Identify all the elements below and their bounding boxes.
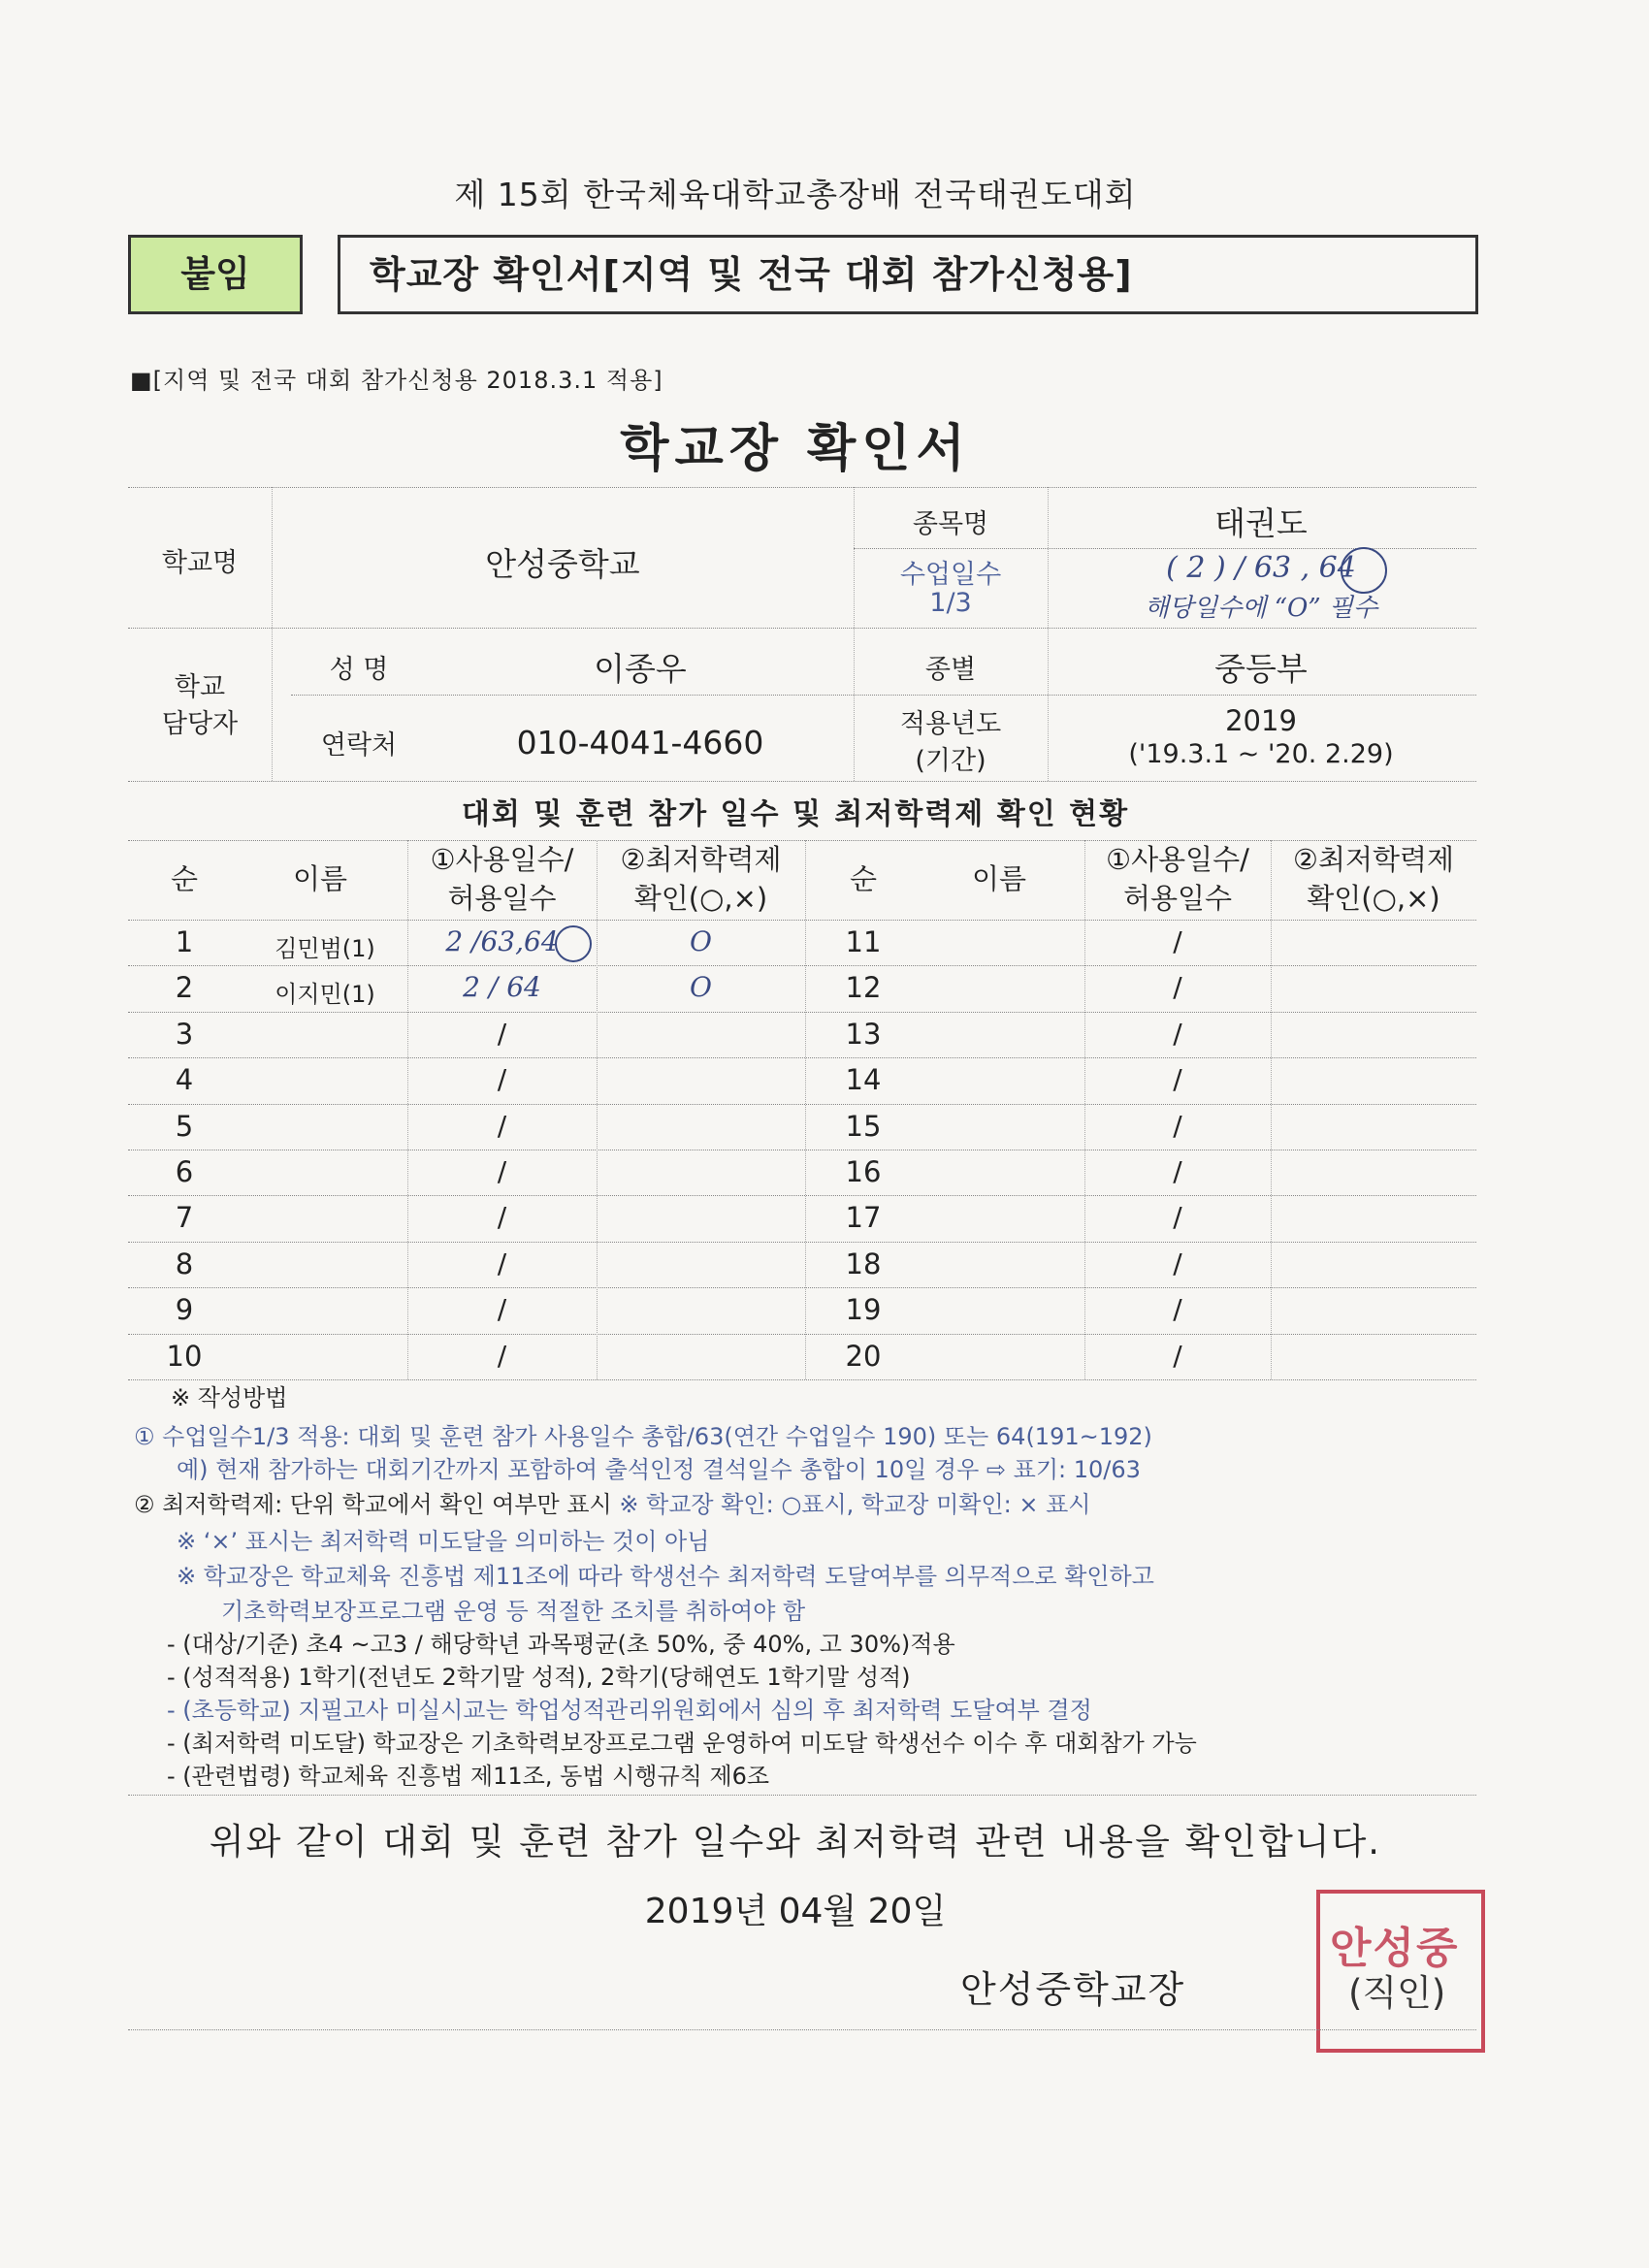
days-used: / [1173,1109,1182,1142]
year-period: ('19.3.1 ~ '20. 2.29) [1128,739,1394,769]
row-number: 12 [845,971,882,1005]
header-academic-line2: 확인(○,×) [1307,882,1440,915]
days-used: / [1173,925,1182,957]
days-used: / [1173,1339,1182,1372]
days-used: / [497,1063,507,1096]
header-days-line1: ①사용일수/ [430,843,574,876]
days-used: / [497,1339,507,1372]
method-line-2: 예) 현재 참가하는 대회기간까지 포함하여 출석인정 결석일수 총합이 10일 경우 ⇨ 표기: 10/63 [177,1456,1141,1483]
header-days-right [1084,840,1271,918]
days-ratio: 1/3 [929,588,972,618]
days-used: 2 / 64 [463,971,541,1004]
row-number: 9 [175,1293,194,1327]
contest-title: 제 15회 한국체육대학교총장배 전국태권도대회 [454,176,1137,213]
row-number: 14 [845,1063,882,1097]
form-heading: 학교장 확인서[지역 및 전국 대회 참가신청용] [338,235,1478,314]
staff-label-line1: 학교 [174,672,226,702]
row-number: 5 [175,1109,194,1143]
header-academic-line1: ②최저학력제 [1292,843,1455,876]
method-line-3b: ※ 학교장 확인: ○표시, 학교장 미확인: × 표시 [619,1491,1091,1518]
method-line-9: - (초등학교) 지필고사 미실시교는 학업성적관리위원회에서 심의 후 최저학력 도달여부 결정 [167,1697,1092,1724]
days-used: / [1173,971,1182,1004]
header-name-right: 이름 [971,862,1027,895]
event-value: 태권도 [1214,504,1308,542]
header-no-left: 순 [170,862,198,895]
student-name: 김민범(1) [275,935,375,962]
staff-label-line2: 담당자 [161,709,239,739]
school-value: 안성중학교 [485,545,640,583]
header-days-line2: 허용일수 [447,882,557,915]
attach-label: 붙임 [128,235,303,314]
days-used: / [1173,1247,1182,1280]
header-academic-line2: 확인(○,×) [633,882,768,915]
year-label-period: (기간) [915,746,986,776]
row-number: 18 [845,1247,882,1280]
row-number: 7 [175,1201,194,1235]
method-line-3a: ② 최저학력제: 단위 학교에서 확인 여부만 표시 [134,1491,620,1518]
method-line-6: 기초학력보장프로그램 운영 등 적절한 조치를 취하여야 함 [221,1598,806,1625]
method-line-1: ① 수업일수1/3 적용: 대회 및 훈련 참가 사용일수 총합/63(연간 수업일수 190) 또는 64(191~192) [134,1423,1152,1450]
header-days-left [407,840,597,918]
days-used: / [497,1155,507,1187]
method-line-7: - (대상/기준) 초4 ~고3 / 해당학년 과목평균(초 50%, 중 40%, 고 30%)적용 [167,1631,955,1658]
row-number: 16 [845,1155,882,1188]
method-line-10: - (최저학력 미도달) 학교장은 기초학력보장프로그램 운영하여 미도달 학생선수 이수 후 대회참가 가능 [167,1730,1197,1757]
issue-date: 2019년 04월 20일 [644,1892,947,1931]
school-label: 학교명 [161,548,239,578]
status-section-title: 대회 및 훈련 참가 일수 및 최저학력제 확인 현황 [461,797,1130,831]
event-label: 종목명 [912,509,989,539]
contact-value: 010-4041-4660 [516,724,764,761]
header-name-left: 이름 [292,862,348,895]
days-used: / [497,1109,507,1142]
row-number: 11 [845,925,882,958]
row-number: 8 [175,1247,194,1280]
row-number: 13 [845,1017,882,1051]
row-number: 17 [845,1201,882,1235]
days-used: / [497,1293,507,1326]
header-academic-left [597,840,805,918]
division-label: 종별 [924,655,977,685]
header-academic-line1: ②최저학력제 [620,843,782,876]
method-title: ※ 작성방법 [171,1384,288,1411]
row-number: 10 [166,1339,203,1373]
row-number: 6 [175,1155,194,1188]
days-label: 수업일수 [899,560,1002,590]
selected-circle-mark [1341,547,1387,594]
row-number: 19 [845,1293,882,1327]
stamp-label: (직인) [1348,1972,1446,2014]
division-value: 중등부 [1214,650,1308,688]
days-used: / [497,1201,507,1234]
row-number: 3 [175,1017,194,1051]
row-number: 1 [175,925,194,958]
year-label: 적용년도 [899,709,1002,739]
row-number: 4 [175,1063,194,1097]
method-line-11: - (관련법령) 학교체육 진흥법 제11조, 동법 시행규칙 제6조 [167,1763,770,1790]
student-name: 이지민(1) [275,981,375,1009]
document-title: 학교장 확인서 [620,420,971,478]
days-used: / [1173,1017,1182,1050]
days-used: / [1173,1293,1182,1326]
year-value: 2019 [1225,704,1297,737]
method-line-5: ※ 학교장은 학교체육 진흥법 제11조에 따라 학생선수 최저학력 도달여부를 의무적으로 확인하고 [177,1563,1154,1590]
days-note: 해당일수에 “O” 필수 [1144,594,1378,623]
name-label: 성 명 [329,655,389,685]
days-used: / [1173,1155,1182,1187]
row-number: 2 [175,971,194,1005]
row-number: 15 [845,1109,882,1143]
confirmation-statement: 위와 같이 대회 및 훈련 참가 일수와 최저학력 관련 내용을 확인합니다. [209,1821,1382,1863]
seal-text: 안성중 [1330,1924,1460,1973]
name-value: 이종우 [594,650,687,688]
principal-signature: 안성중학교장 [960,1968,1186,2011]
row-number: 20 [845,1339,882,1373]
academic-check: O [690,925,712,957]
days-used: / [497,1247,507,1280]
days-value-handwritten: ( 2 ) / 63 , 64 [1166,551,1356,585]
method-line-3 [134,1488,1090,1521]
days-used: / [1173,1201,1182,1234]
header-no-right: 순 [849,862,877,895]
days-used: / [497,1017,507,1050]
days-used: 2 /63,64 [445,925,559,957]
header-days-line1: ①사용일수/ [1106,843,1249,876]
selected-circle-mark [555,925,592,962]
method-line-8: - (성적적용) 1학기(전년도 2학기말 성적), 2학기(당해연도 1학기말 성적) [167,1664,911,1691]
applicability-note: ■[지역 및 전국 대회 참가신청용 2018.3.1 적용] [130,367,663,394]
method-line-4: ※ ‘×’ 표시는 최저학력 미도달을 의미하는 것이 아님 [177,1528,710,1555]
contact-label: 연락처 [320,730,398,761]
days-used: / [1173,1063,1182,1096]
academic-check: O [690,971,712,1004]
header-days-line2: 허용일수 [1122,882,1233,915]
header-academic-right [1271,840,1476,918]
